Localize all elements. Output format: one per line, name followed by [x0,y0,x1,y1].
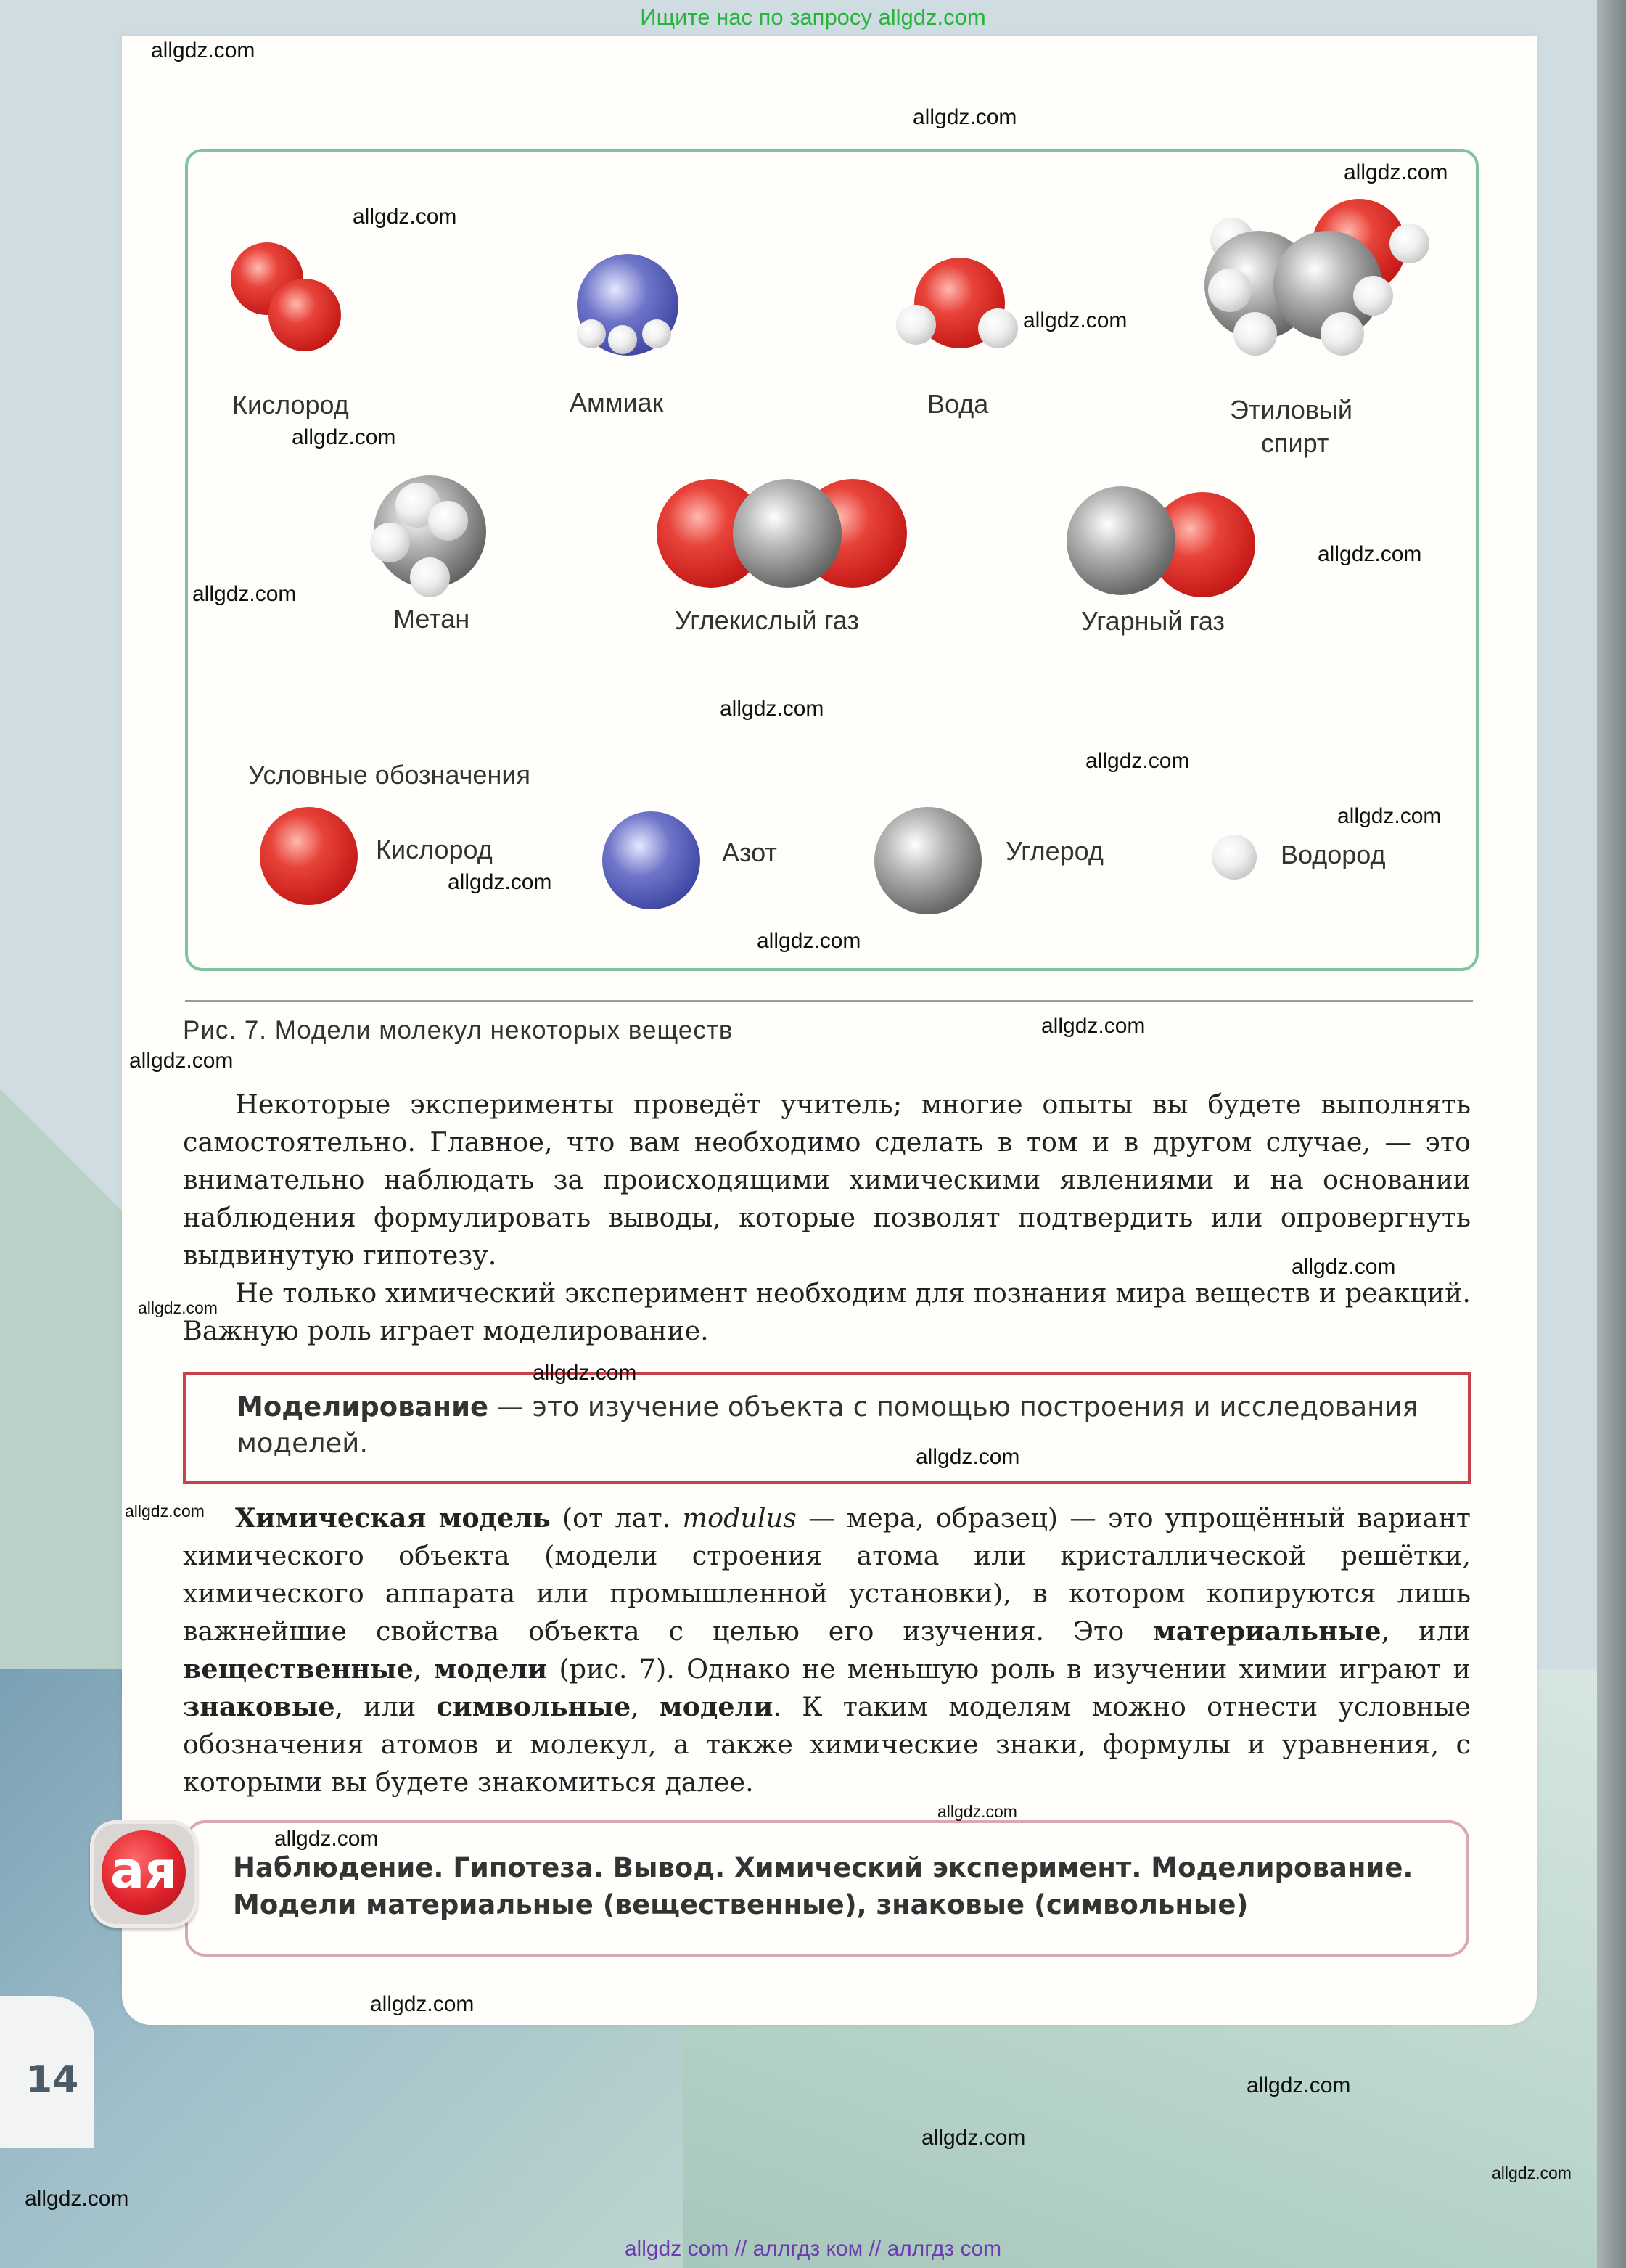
term-bold: знаковые [183,1691,335,1722]
bottom-banner[interactable]: allgdz com // аллгдз ком // аллгдз com [624,2237,1002,2261]
watermark: allgdz.com [916,1445,1020,1469]
watermark: allgdz.com [125,1502,205,1520]
watermark: allgdz.com [937,1802,1017,1821]
legend-nitrogen: Азот [722,838,777,867]
oxygen-icon [260,807,358,905]
page-number: 14 [26,2058,79,2102]
molecule-label-ethanol: Этиловый [1230,395,1353,425]
caption-divider [185,1000,1473,1002]
watermark: allgdz.com [292,425,396,449]
text-span: , или [334,1691,437,1722]
hydrogen-atom [608,325,637,354]
legend-hydrogen: Водород [1281,840,1386,869]
watermark: allgdz.com [913,105,1017,129]
watermark: allgdz.com [1085,749,1190,773]
watermark: allgdz.com [1492,2163,1572,2182]
watermark: allgdz.com [1337,804,1442,828]
watermark: allgdz.com [1041,1014,1146,1038]
watermark: allgdz.com [1247,2073,1351,2097]
hydrogen-atom [428,501,468,541]
watermark: allgdz.com [533,1361,637,1385]
oxygen-atom [268,279,341,351]
term-bold: модели [660,1691,773,1722]
molecule-label-methane: Метан [393,604,470,634]
molecule-label-co: Угарный газ [1081,606,1225,636]
watermark: allgdz.com [1292,1255,1396,1279]
term-bold: материальные [1153,1616,1381,1647]
hydrogen-atom [410,557,450,597]
watermark: allgdz.com [151,38,255,62]
watermark: allgdz.com [25,2187,129,2211]
carbon-icon [874,807,982,914]
carbon-atom [1067,486,1175,595]
watermark: allgdz.com [370,1992,475,2016]
carbon-atom [733,479,842,588]
paragraph-modeling-intro [183,1274,1471,1350]
term-bold: модели [433,1653,548,1684]
hydrogen-atom [577,319,606,348]
paragraph-experiments [183,1086,1471,1274]
legend-carbon: Углерод [1006,836,1104,866]
paragraph-text: Не только химический эксперимент необходим для познания мира веществ и реакций. Важную роль играет моделирование. [183,1277,1471,1346]
keywords-badge-icon [90,1820,197,1928]
text-span: , [413,1653,434,1684]
definition-body: — это изучение объекта с помощью построения и исследования моделей. [237,1391,1418,1459]
watermark: allgdz.com [1318,542,1422,566]
molecule-label-ammonia: Аммиак [570,388,664,417]
figure-caption: Рис. 7. Модели молекул некоторых веществ [183,1016,734,1044]
hydrogen-icon [1212,835,1257,880]
text-span: , или [1381,1616,1471,1647]
watermark: allgdz.com [921,2126,1026,2150]
term-bold: вещественные [183,1653,414,1684]
definition-term: Моделирование [237,1391,489,1422]
watermark: allgdz.com [1344,160,1448,184]
nitrogen-icon [602,811,700,909]
keywords-text: Наблюдение. Гипотеза. Вывод. Химический эксперимент. Моделирование. Модели материальные (вещественные), знаковые (символьные) [233,1852,1413,1920]
hydrogen-atom [1389,224,1429,263]
text-span: (от лат. [550,1502,683,1534]
badge-letters: ая [102,1830,186,1915]
watermark: allgdz.com [353,205,457,229]
watermark: allgdz.com [1023,308,1128,332]
paragraph-chemical-model [183,1499,1471,1801]
text-span: (рис. 7). Однако не меньшую роль в изучении химии играют и [547,1653,1471,1684]
definition-text [237,1389,1441,1462]
text-span: , [631,1691,660,1722]
watermark: allgdz.com [757,929,861,953]
legend-oxygen: Кислород [376,835,493,864]
latin-term: modulus [682,1502,797,1534]
watermark: allgdz.com [720,697,824,721]
term-chemical-model: Химическая модель [235,1502,551,1534]
watermark: allgdz.com [448,870,552,894]
molecule-label-water: Вода [927,389,989,419]
hydrogen-atom [1233,312,1277,356]
paragraph-text: Некоторые эксперименты проведёт учитель; многие опыты вы будете выполнять самостоятельно. Главное, что вам необходимо сделать в том и в другом случае, — это внимательно наблюдать за происходящими химическими явлениями и на основании наблюдения формулировать выводы, которые позволят подтвердить или опровергнуть выдвинутую гипотезу. [183,1089,1471,1271]
watermark: allgdz.com [192,582,297,606]
hydrogen-atom [978,308,1018,348]
hydrogen-atom [642,319,671,348]
hydrogen-atom [1353,276,1393,316]
legend-title: Условные обозначения [248,760,530,790]
term-bold: символьные [436,1691,631,1722]
definition-box [183,1372,1471,1484]
hydrogen-atom [370,523,410,562]
watermark: allgdz.com [138,1298,218,1317]
text-span: . К таким моделям можно отнести условные обозначения атомов и молекул, а также химические знаки, формулы и уравнения, с которыми вы будете знакомиться далее. [183,1691,1471,1798]
watermark: allgdz.com [274,1827,379,1851]
watermark: allgdz.com [129,1049,234,1073]
molecule-label-ethanol-2: спирт [1261,428,1329,458]
molecule-label-oxygen: Кислород [232,390,349,419]
hydrogen-atom [896,305,936,345]
text-span: — мера, образец) — это упрощённый вариант химического объекта (модели строения атома или кристаллической решётки, химического аппарата или промышленной установки), в котором копируются лишь важнейшие свойства объекта с целью его изучения. Это [183,1502,1471,1647]
hydrogen-atom [1208,269,1252,312]
hydrogen-atom [1321,312,1364,356]
book-edge [1597,0,1626,2268]
molecule-label-co2: Углекислый газ [675,605,859,635]
top-banner[interactable]: Ищите нас по запросу allgdz.com [640,4,986,30]
